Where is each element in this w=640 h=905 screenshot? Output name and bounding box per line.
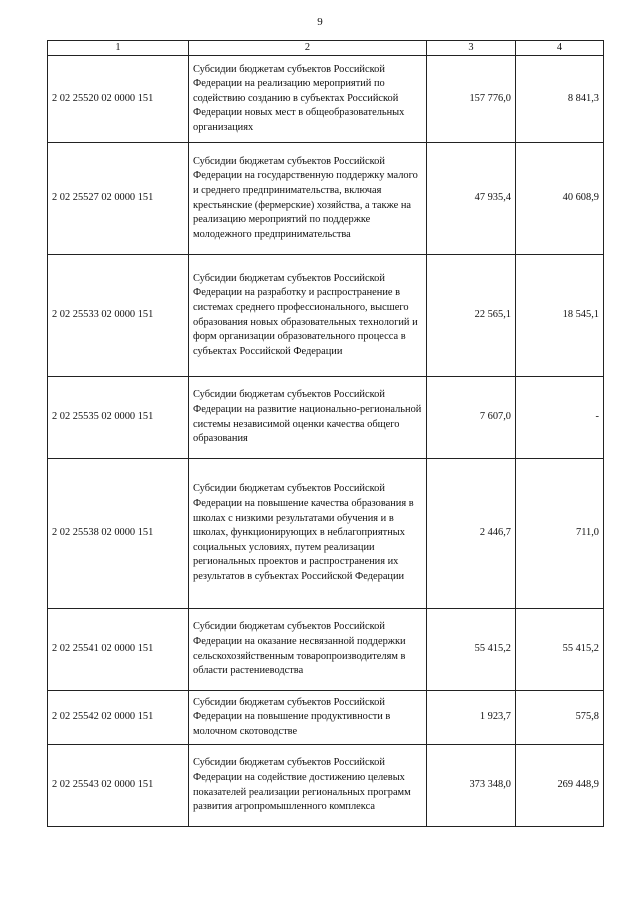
budget-code-cell: 2 02 25520 02 0000 151 [48,56,189,143]
budget-code-cell: 2 02 25542 02 0000 151 [48,691,189,745]
amount-col3-cell: 157 776,0 [427,56,516,143]
budget-code-cell: 2 02 25543 02 0000 151 [48,745,189,827]
budget-table [47,40,604,827]
column-header-1: 1 [48,41,189,56]
table-row [48,609,604,691]
table-row [48,745,604,827]
budget-code-cell: 2 02 25527 02 0000 151 [48,143,189,255]
amount-col3-cell: 1 923,7 [427,691,516,745]
table-row [48,691,604,745]
table-row [48,255,604,377]
column-header-3: 3 [427,41,516,56]
description-cell: Субсидии бюджетам субъектов Российской Федерации на развитие национально-региональной системы независимой оценки качества общего образования [189,377,427,459]
description-cell: Субсидии бюджетам субъектов Российской Федерации на повышение качества образования в школах с низкими результатами обучения и в школах, функционирующих в неблагоприятных социальных условиях, путем реализации региональных проектов и распространения их результатов в субъектах Российской Федерации [189,459,427,609]
amount-col3-cell: 373 348,0 [427,745,516,827]
description-cell: Субсидии бюджетам субъектов Российской Федерации на содействие достижению целевых показателей реализации региональных программ развития агропромышленного комплекса [189,745,427,827]
table-row [48,377,604,459]
amount-col4-cell: 18 545,1 [516,255,604,377]
amount-col3-cell: 7 607,0 [427,377,516,459]
amount-col3-cell: 22 565,1 [427,255,516,377]
amount-col4-cell: 8 841,3 [516,56,604,143]
description-cell: Субсидии бюджетам субъектов Российской Федерации на повышение продуктивности в молочном скотоводстве [189,691,427,745]
description-cell: Субсидии бюджетам субъектов Российской Федерации на реализацию мероприятий по содействию созданию в субъектах Российской Федерации новых мест в общеобразовательных организациях [189,56,427,143]
amount-col4-cell: 269 448,9 [516,745,604,827]
amount-col4-cell: 711,0 [516,459,604,609]
amount-col4-cell: 40 608,9 [516,143,604,255]
column-header-2: 2 [189,41,427,56]
amount-col3-cell: 55 415,2 [427,609,516,691]
budget-code-cell: 2 02 25538 02 0000 151 [48,459,189,609]
budget-code-cell: 2 02 25533 02 0000 151 [48,255,189,377]
amount-col4-cell: 575,8 [516,691,604,745]
amount-col4-cell: 55 415,2 [516,609,604,691]
table-row [48,459,604,609]
description-cell: Субсидии бюджетам субъектов Российской Федерации на оказание несвязанной поддержки сельскохозяйственным товаропроизводителям в области растениеводства [189,609,427,691]
budget-code-cell: 2 02 25541 02 0000 151 [48,609,189,691]
budget-code-cell: 2 02 25535 02 0000 151 [48,377,189,459]
amount-col3-cell: 2 446,7 [427,459,516,609]
table-header-row [48,41,604,56]
page-number: 9 [317,16,323,28]
table-row [48,143,604,255]
description-cell: Субсидии бюджетам субъектов Российской Федерации на государственную поддержку малого и среднего предпринимательства, включая крестьянские (фермерские) хозяйства, а также на реализацию мероприятий по поддержке молодежного предпринимательства [189,143,427,255]
description-cell: Субсидии бюджетам субъектов Российской Федерации на разработку и распространение в системах среднего профессионального, высшего образования новых образовательных технологий и форм организации образовательного процесса в субъектах Российской Федерации [189,255,427,377]
amount-col3-cell: 47 935,4 [427,143,516,255]
column-header-4: 4 [516,41,604,56]
table-row [48,56,604,143]
amount-col4-cell: - [516,377,604,459]
